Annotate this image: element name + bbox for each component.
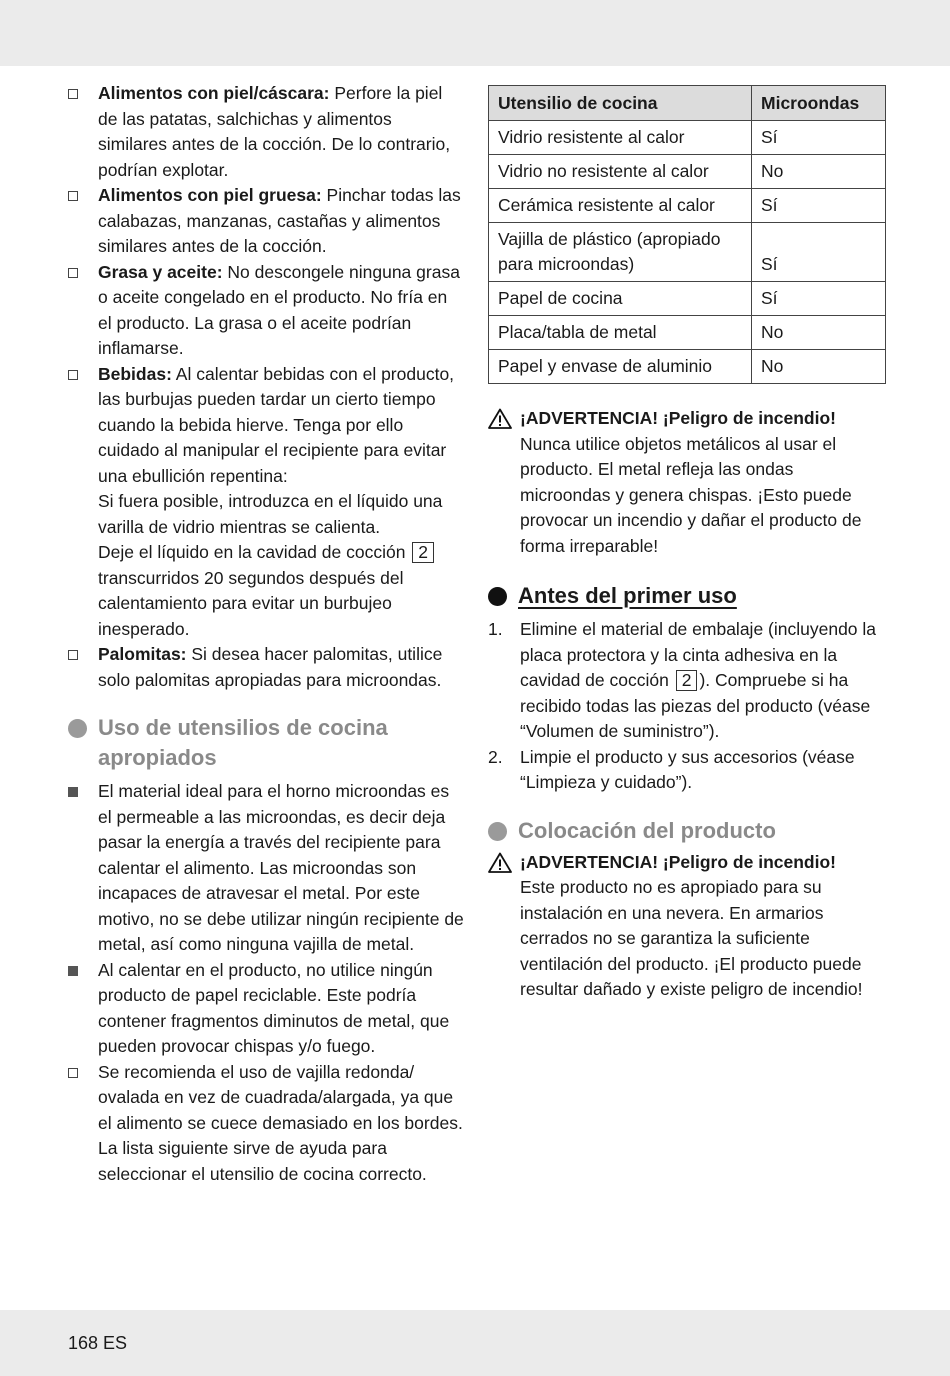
- numbered-step: [488, 745, 886, 796]
- section-heading-placement: Colocación del producto: [488, 816, 886, 846]
- list-item: [68, 81, 464, 183]
- table-cell: Papel de cocina: [489, 282, 752, 316]
- item-text: transcurridos 20 segundos después del calentamiento para evitar un burbujeo inesperado.: [98, 567, 404, 639]
- item-text: Pinchar todas las calabazas, manzanas, castañas y alimentos similares antes de la cocción.: [98, 185, 461, 256]
- table-cell: Sí: [752, 189, 886, 223]
- part-reference: 2: [412, 542, 434, 563]
- warning-title: ¡ADVERTENCIA! ¡Peligro de incendio!: [520, 851, 836, 872]
- item-label: Palomitas:: [98, 644, 187, 664]
- item-label: Grasa y aceite:: [98, 261, 223, 282]
- table-cell: Sí: [752, 121, 886, 155]
- warning-triangle-icon: [488, 852, 512, 873]
- item-text: Si desea hacer palomitas, utilice solo palomitas apropiadas para microondas.: [98, 644, 443, 690]
- checkbox-bullet-icon: [68, 89, 78, 99]
- table-header-cell: Utensilio de cocina: [489, 86, 752, 121]
- black-dot-icon: [488, 587, 507, 606]
- table-row: [489, 223, 886, 282]
- item-label: Alimentos con piel gruesa:: [98, 185, 322, 205]
- warning-text: Nunca utilice objetos metálicos al usar el producto. El metal refleja las ondas microondas y genera chispas. ¡Esto puede provocar un incendio y dañar el producto de forma irreparable!: [520, 433, 862, 556]
- table-row: [489, 121, 886, 155]
- footer-band: [0, 1310, 950, 1376]
- checkbox-bullet-icon: [68, 268, 78, 278]
- table-row: [489, 155, 886, 189]
- gray-dot-icon: [68, 719, 87, 738]
- table-row: [489, 350, 886, 384]
- utensil-table: [488, 85, 886, 384]
- checkbox-bullet-icon: [68, 650, 78, 660]
- table-cell: Vidrio no resistente al calor: [489, 155, 752, 189]
- table-cell: Sí: [752, 223, 886, 282]
- checkbox-bullet-icon: [68, 370, 78, 380]
- list-item: [68, 260, 464, 362]
- warning-triangle-icon: [488, 408, 512, 429]
- list-item: [68, 183, 464, 260]
- table-cell: Papel y envase de aluminio: [489, 350, 752, 384]
- table-row: [489, 282, 886, 316]
- numbered-step: [488, 617, 886, 745]
- table-row: [489, 189, 886, 223]
- part-reference: 2: [676, 670, 698, 691]
- table-cell: No: [752, 350, 886, 384]
- section-heading-utensils: Uso de utensilios de cocina apropiados: [68, 713, 464, 773]
- gray-dot-icon: [488, 822, 507, 841]
- item-label: Alimentos con piel/cáscara:: [98, 83, 330, 103]
- step-text: Elimine el material de embalaje (incluyendo la placa protectora y la cinta adhesiva en la cavidad de cocción: [520, 619, 877, 690]
- checkbox-bullet-icon: [68, 191, 78, 201]
- page-number: 168 ES: [68, 1333, 128, 1353]
- item-text: No descongele ninguna grasa o aceite congelado en el producto. No fría en el producto. La grasa o el aceite podrían inflamarse.: [98, 261, 460, 358]
- list-item: [68, 779, 464, 958]
- step-text: ). Compruebe si ha recibido todas las piezas del producto (véase “Volumen de suministro”).: [520, 670, 871, 741]
- step-number: 2.: [488, 746, 503, 767]
- item-text: Si fuera posible, introduzca en el líquido una varilla de vidrio mientras se calienta.: [98, 491, 443, 537]
- table-header-row: [489, 86, 886, 121]
- header-band: [0, 0, 950, 66]
- warning-title: ¡ADVERTENCIA! ¡Peligro de incendio!: [520, 408, 836, 428]
- table-cell: No: [752, 316, 886, 350]
- item-text: Perfore la piel de las patatas, salchichas y alimentos similares antes de la cocción. De lo contrario, podrían explotar.: [98, 83, 451, 180]
- table-cell: Placa/tabla de metal: [489, 316, 752, 350]
- warning-block-fire: [488, 850, 886, 1003]
- table-row: [489, 316, 886, 350]
- item-text: El material ideal para el horno microondas es el permeable a las microondas, es decir deja pasar la energía a través del recipiente para calentar el alimento. Las microondas son incapaces de atravesar el metal. Por este motivo, no se debe utilizar ningún recipiente de metal, así como ninguna vajilla de metal.: [98, 781, 464, 954]
- table-header-cell: Microondas: [752, 86, 886, 121]
- list-item: [68, 958, 464, 1060]
- item-text: Al calentar en el producto, no utilice ningún producto de papel reciclable. Este podría contener fragmentos diminutos de metal, que pueden provocar chispas y/o fuego.: [98, 959, 450, 1056]
- item-text: Al calentar bebidas con el producto, las burbujas pueden tardar un cierto tiempo cuando la bebida hierve. Tenga por ello cuidado al manipular el recipiente para evitar una ebullición repentina:: [98, 363, 455, 486]
- list-item-bebidas: [68, 362, 464, 643]
- warning-block-fire: [488, 406, 886, 559]
- table-cell: Vajilla de plástico (apropiado para microondas): [489, 223, 752, 282]
- item-text: Se recomienda el uso de vajilla redonda/ ovalada en vez de cuadrada/alargada, ya que el alimento se cuece demasiado en los bordes. La lista siguiente sirve de ayuda para seleccionar el utensilio de cocina correcto.: [98, 1061, 463, 1184]
- table-cell: Sí: [752, 282, 886, 316]
- square-bullet-icon: [68, 966, 78, 976]
- checkbox-bullet-icon: [68, 1068, 78, 1078]
- item-label: Bebidas:: [98, 363, 172, 384]
- list-item: [68, 1060, 464, 1188]
- table-cell: No: [752, 155, 886, 189]
- table-cell: Vidrio resistente al calor: [489, 121, 752, 155]
- left-column: [68, 81, 464, 1187]
- step-text: Limpie el producto y sus accesorios (véase “Limpieza y cuidado”).: [520, 746, 855, 792]
- item-text: Deje el líquido en la cavidad de cocción: [98, 542, 411, 562]
- list-item: [68, 642, 464, 693]
- step-number: 1.: [488, 619, 503, 639]
- right-column: [488, 85, 886, 1003]
- section-heading-first-use: Antes del primer uso: [488, 581, 886, 611]
- table-cell: Cerámica resistente al calor: [489, 189, 752, 223]
- warning-text: Este producto no es apropiado para su instalación en una nevera. En armarios cerrados no se garantiza la suficiente ventilación del producto. ¡El producto puede resultar dañado y existe peligro de incendio!: [520, 877, 863, 999]
- square-bullet-icon: [68, 787, 78, 797]
